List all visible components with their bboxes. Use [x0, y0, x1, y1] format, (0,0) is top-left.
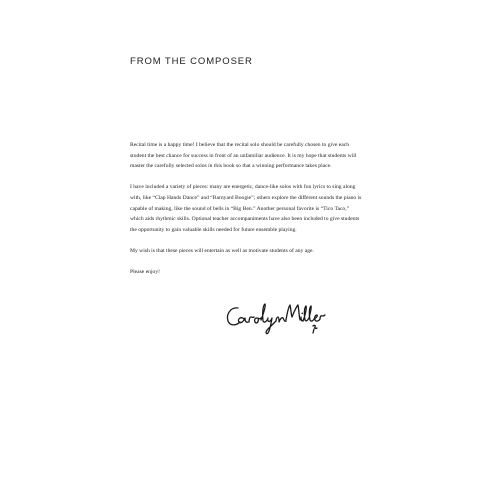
paragraph-wish: My wish is that these pieces will entertain as well as motivate students of any age. [130, 247, 314, 254]
letter-body [130, 140, 362, 278]
closing-line: Please enjoy! [130, 269, 160, 276]
paragraph-intro: Recital time is a happy time! I believe that the recital solo should be carefully chosen to give each student the best chance for success in front of an unfamiliar audience. It is my hope that students will master the carefully selected solos in this book so that a winning performance takes place. [130, 142, 357, 170]
composer-signature [224, 300, 328, 338]
page-title: FROM THE COMPOSER [130, 56, 253, 67]
paragraph-pieces: I have included a variety of pieces: many are energetic, dance-like solos with fun lyrics to sing along with, like “Clap Hands Dance” and “Barnyard Boogie”; others explore the different sounds the piano is capable of making, like the sound of bells in “Big Ben.” Another personal favorite is “Tico Taco,” which aids rhythmic skills. Optional teacher accompaniments have also been included to give students the opportunity to gain valuable skills needed for future ensemble playing. [130, 184, 362, 233]
signature-image [224, 300, 328, 338]
